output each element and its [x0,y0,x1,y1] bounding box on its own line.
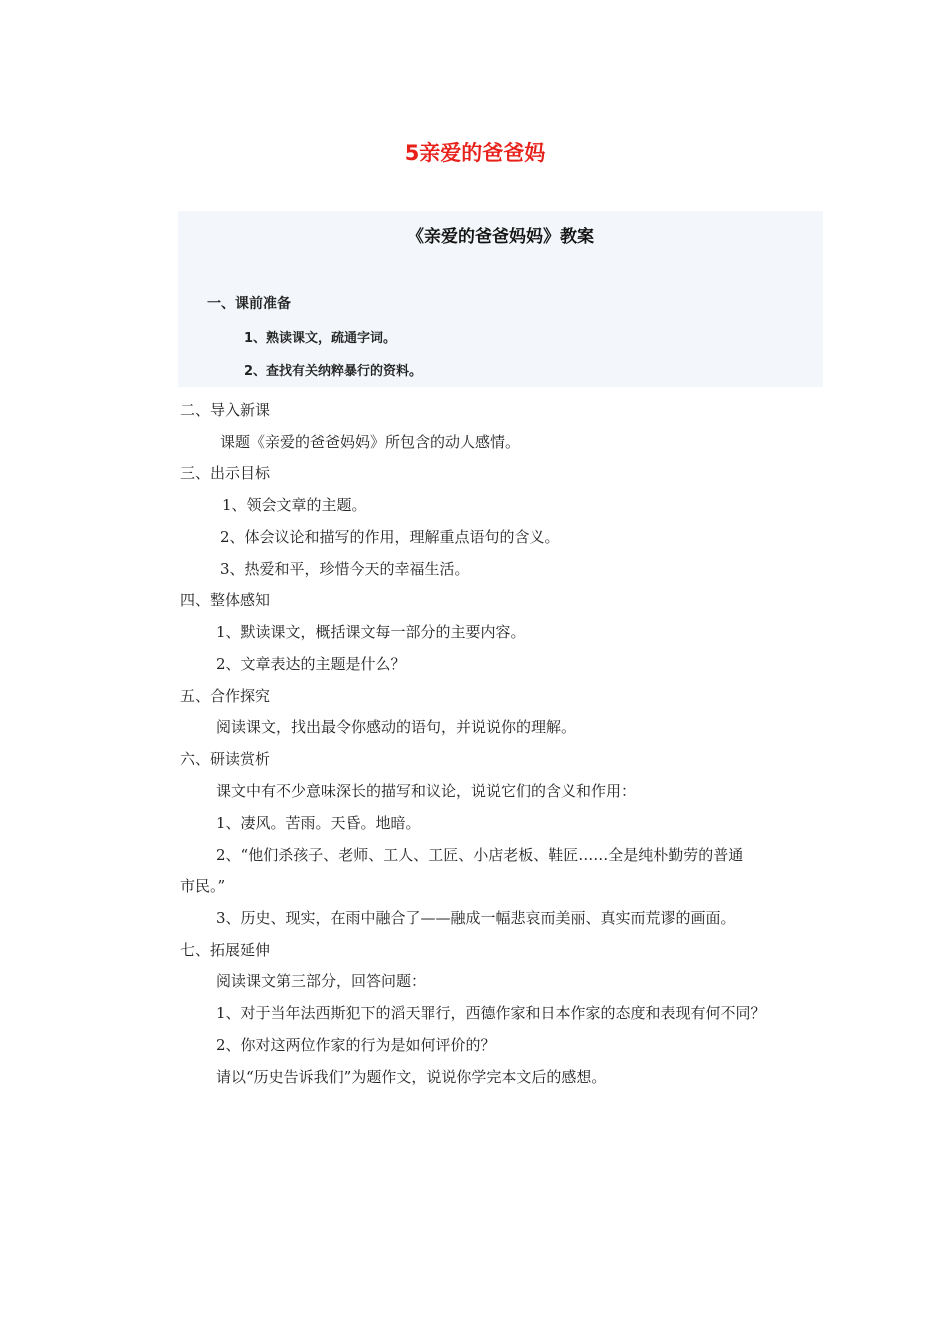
paragraph: 请以“历史告诉我们”为题作文，说说你学完本文后的感想。 [216,1068,607,1086]
paragraph: 课文中有不少意味深长的描写和议论，说说它们的含义和作用： [216,782,637,800]
embedded-image-box [178,211,823,387]
section-heading: 五、合作探究 [180,687,271,705]
section-heading: 四、整体感知 [180,591,271,609]
paragraph: 阅读课文，找出最令你感动的语句，并说说你的理解。 [216,718,577,736]
list-item: 2、“他们杀孩子、老师、工人、工匠、小店老板、鞋匠……全是纯朴勤劳的普通 [216,846,744,864]
section-heading: 六、研读赏析 [180,750,271,768]
list-item: 1、凄风。苦雨。天昏。地暗。 [216,814,421,832]
list-item: 1、默读课文，概括课文每一部分的主要内容。 [216,623,526,641]
list-item: 1、对于当年法西斯犯下的滔天罪行，西德作家和日本作家的态度和表现有何不同？ [216,1004,766,1022]
embedded-section-heading: 一、课前准备 [207,296,291,312]
section-heading: 七、拓展延伸 [180,941,271,959]
section-heading: 三、出示目标 [180,464,271,482]
list-item: 1、领会文章的主题。 [222,496,367,514]
embedded-item: 1、熟读课文，疏通字词。 [244,331,397,346]
paragraph: 阅读课文第三部分，回答问题： [216,972,427,990]
list-item: 3、热爱和平，珍惜今天的幸福生活。 [220,560,470,578]
document-title: 5亲爱的爸爸妈 [404,141,546,165]
list-item: 2、你对这两位作家的行为是如何评价的？ [216,1036,496,1054]
embedded-title: 《亲爱的爸爸妈妈》教案 [407,227,594,247]
embedded-item: 2、查找有关纳粹暴行的资料。 [244,364,423,379]
list-item: 2、体会议论和描写的作用，理解重点语句的含义。 [220,528,560,546]
list-item-continuation: 市民。” [180,877,226,895]
list-item: 3、历史、现实，在雨中融合了——融成一幅悲哀而美丽、真实而荒谬的画面。 [216,909,736,927]
list-item: 2、文章表达的主题是什么？ [216,655,406,673]
section-heading: 二、导入新课 [180,401,271,419]
paragraph: 课题《亲爱的爸爸妈妈》所包含的动人感情。 [220,433,521,451]
